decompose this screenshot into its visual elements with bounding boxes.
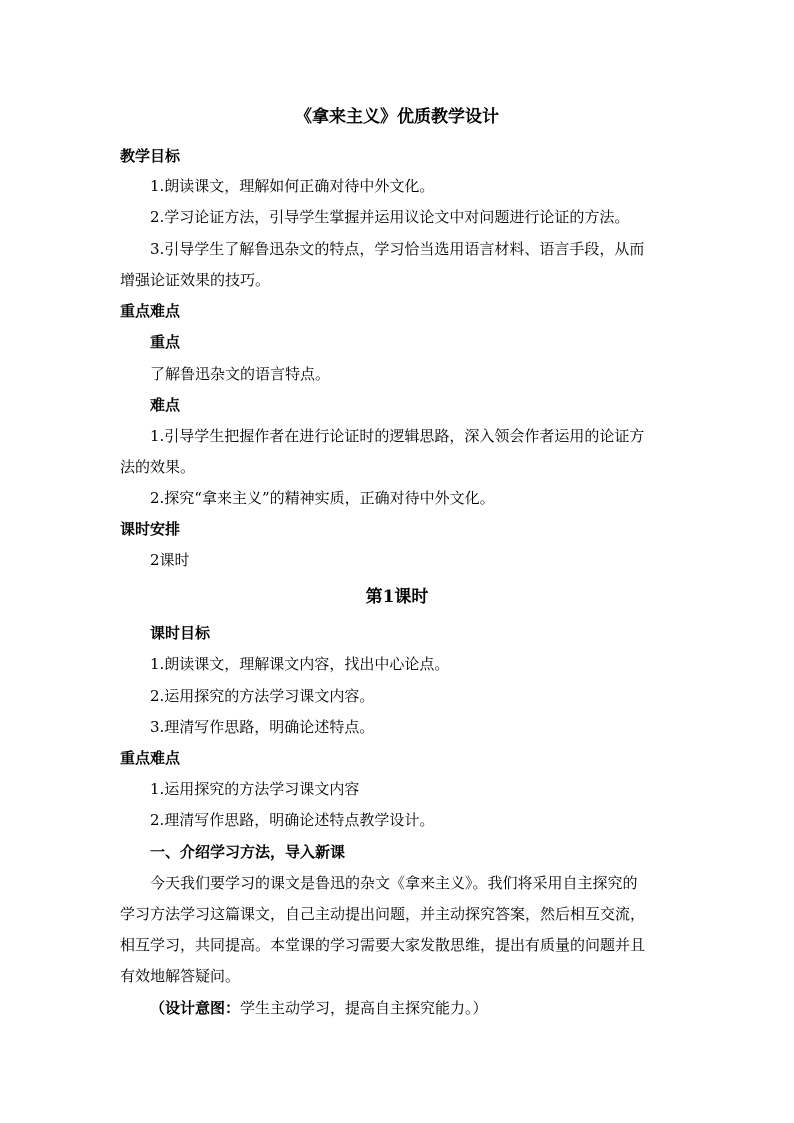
lesson-1-title: 第1课时 <box>365 587 429 607</box>
subheading-difficulty: 难点 <box>150 396 181 414</box>
difficulty-item-1-line-2: 法的效果。 <box>120 458 196 476</box>
section-heading-key-points: 重点难点 <box>120 302 181 320</box>
goal-item-3-line-2: 增强论证效果的技巧。 <box>120 271 271 289</box>
difficulty-item-2: 2.探究“拿来主义”的精神实质，正确对待中外文化。 <box>150 489 495 507</box>
step-1-heading: 一、介绍学习方法，导入新课 <box>150 843 346 861</box>
design-intent-text: 学生主动学习，提高自主探究能力。） <box>240 999 488 1017</box>
lesson-key-heading: 重点难点 <box>120 749 181 767</box>
intro-paragraph-line-1: 今天我们要学习的课文是鲁迅的杂文《拿来主义》。我们将采用自主探究的 <box>150 874 638 892</box>
difficulty-item-1-line-1: 1.引导学生把握作者在进行论证时的逻辑思路，深入领会作者运用的论证方 <box>150 427 645 445</box>
intro-paragraph-line-2: 学习方法学习这篇课文，自己主动提出问题，并主动探究答案，然后相互交流， <box>120 905 646 923</box>
document-title: 《拿来主义》优质教学设计 <box>295 107 499 127</box>
lesson-goals-heading: 课时目标 <box>150 624 211 642</box>
lesson-key-2: 2.理清写作思路，明确论述特点教学设计。 <box>150 811 435 829</box>
goal-item-1: 1.朗读课文，理解如何正确对待中外文化。 <box>150 177 435 195</box>
lesson-goal-3: 3.理清写作思路，明确论述特点。 <box>150 718 375 736</box>
lesson-goal-2: 2.运用探究的方法学习课文内容。 <box>150 687 375 705</box>
section-heading-schedule: 课时安排 <box>120 520 181 538</box>
key-text: 了解鲁迅杂文的语言特点。 <box>150 365 331 383</box>
lesson-key-1: 1.运用探究的方法学习课文内容 <box>150 780 360 798</box>
design-intent-label: （设计意图： <box>150 999 241 1017</box>
subheading-key: 重点 <box>150 333 181 351</box>
goal-item-2: 2.学习论证方法，引导学生掌握并运用议论文中对问题进行论证的方法。 <box>150 208 630 226</box>
design-intent <box>150 998 488 1018</box>
intro-paragraph-line-3: 相互学习，共同提高。本堂课的学习需要大家发散思维，提出有质量的问题并且 <box>120 936 646 954</box>
lesson-goal-1: 1.朗读课文，理解课文内容，找出中心论点。 <box>150 655 450 673</box>
section-heading-teaching-goals: 教学目标 <box>120 147 181 165</box>
intro-paragraph-line-4: 有效地解答疑问。 <box>120 967 241 985</box>
schedule-text: 2课时 <box>150 551 190 569</box>
goal-item-3-line-1: 3.引导学生了解鲁迅杂文的特点，学习恰当选用语言材料、语言手段，从而 <box>150 240 645 258</box>
